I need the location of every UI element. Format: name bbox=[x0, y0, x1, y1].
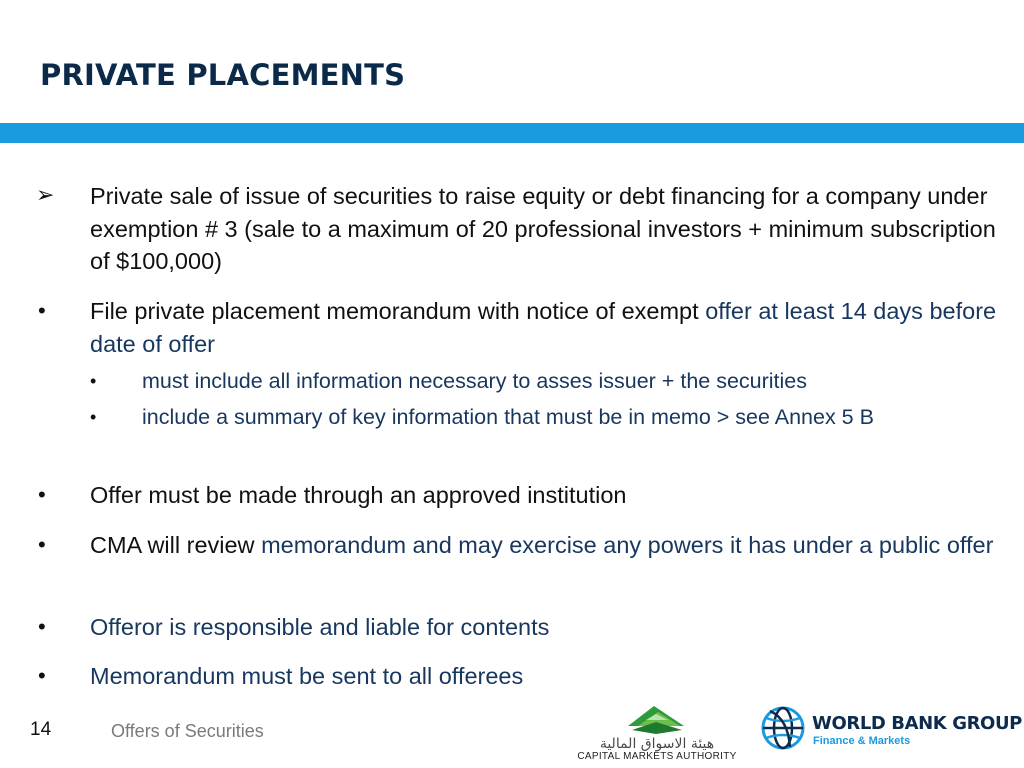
list-item-text-blue: memorandum and may exercise any powers it has under a public offer bbox=[261, 532, 994, 558]
world-bank-name: WORLD BANK GROUP bbox=[812, 713, 1022, 734]
world-bank-subtitle: Finance & Markets bbox=[813, 735, 911, 747]
title-band bbox=[0, 123, 1024, 143]
cma-mountain-logo-icon bbox=[624, 700, 688, 736]
list-item-text: Offeror is responsible and liable for contents bbox=[90, 614, 550, 640]
world-bank-globe-icon bbox=[760, 705, 806, 751]
sub-list-item-text: must include all information necessary to asses issuer + the securities bbox=[142, 369, 808, 393]
list-item-text: Private sale of issue of securities to raise equity or debt financing for a company under exemption # 3 (sale to a maximum of 20 professional investors + minimum subscription of $100,000) bbox=[90, 183, 996, 274]
cma-english-name: CAPITAL MARKETS AUTHORITY bbox=[577, 751, 737, 762]
list-item-text bbox=[90, 295, 1000, 360]
world-bank-logo bbox=[760, 705, 1022, 759]
list-item-text: Memorandum must be sent to all offerees bbox=[90, 663, 524, 689]
sub-bullet-icon: • bbox=[90, 371, 97, 391]
bullet-icon: • bbox=[38, 482, 46, 507]
page-number: 14 bbox=[30, 719, 52, 740]
bullet-icon: • bbox=[38, 614, 46, 639]
cma-arabic-name: هيئة الاسواق المالية bbox=[599, 736, 715, 752]
list-item-text-blue: offer at least 14 days before date of offer bbox=[90, 298, 997, 357]
bullet-icon: • bbox=[38, 298, 46, 323]
sub-list-item-text: include a summary of key information that must be in memo > see Annex 5 B bbox=[142, 405, 874, 429]
list-item-text-dark: File private placement memorandum with notice of exempt bbox=[90, 298, 706, 324]
bullet-icon: • bbox=[38, 663, 46, 688]
slide-title: PRIVATE PLACEMENTS bbox=[40, 58, 406, 92]
footer-caption: Offers of Securities bbox=[111, 721, 264, 741]
cma-logo bbox=[572, 700, 742, 764]
sub-bullet-icon: • bbox=[90, 407, 97, 427]
arrow-bullet-icon: ➢ bbox=[36, 182, 55, 207]
list-item-text-dark: CMA will review bbox=[90, 532, 262, 558]
bullet-icon: • bbox=[38, 532, 46, 557]
list-item-text bbox=[90, 529, 1000, 562]
list-item-text: Offer must be made through an approved institution bbox=[90, 482, 627, 508]
